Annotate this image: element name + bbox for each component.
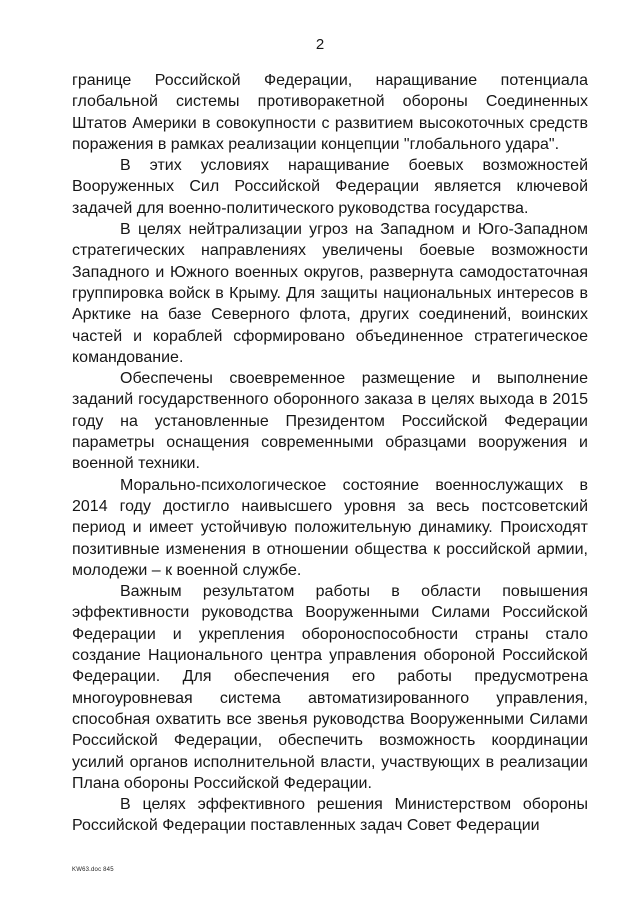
- paragraph: В этих условиях наращивание боевых возможностей Вооруженных Сил Российской Федерации является ключевой задачей для военно-политического руководства государства.: [72, 157, 588, 217]
- paragraph: В целях нейтрализации угроз на Западном и Юго-Западном стратегических направлениях увеличены боевые возможности Западного и Южного военных округов, развернута самодостаточная группировка войск в Крыму. Для защиты национальных интересов в Арктике на базе Северного флота, других соединений, воинских частей и кораблей сформировано объединенное стратегическое командование.: [72, 221, 588, 366]
- document-body: [72, 70, 588, 837]
- page-number: 2: [315, 36, 325, 53]
- paragraph-continues: В целях эффективного решения Министерством обороны Российской Федерации поставленных задач Совет Федерации: [72, 796, 588, 835]
- paragraph-continuation: границе Российской Федерации, наращивание потенциала глобальной системы противоракетной обороны Соединенных Штатов Америки в совокупности с развитием высокоточных средств поражения в рамках реализации концепции "глобального удара".: [72, 72, 588, 153]
- paragraph: Обеспечены своевременное размещение и выполнение заданий государственного оборонного заказа в целях выхода в 2015 году на установленные Президентом Российской Федерации параметры оснащения современными образцами вооружения и военной техники.: [72, 370, 588, 473]
- paragraph: Морально-психологическое состояние военнослужащих в 2014 году достигло наивысшего уровня за весь постсоветский период и имеет устойчивую положительную динамику. Происходят позитивные изменения в отношении общества к российской армии, молодежи – к военной службе.: [72, 476, 588, 579]
- file-reference-code: KW63.doc 845: [72, 867, 114, 873]
- paragraph: Важным результатом работы в области повышения эффективности руководства Вооруженными Силами Российской Федерации и укрепления обороноспособности страны стало создание Национального центра управления обороной Российской Федерации. Для обеспечения его работы предусмотрена многоуровневая система автоматизированного управления, способная охватить все звенья руководства Вооруженными Силами Российской Федерации, обеспечить возможность координации усилий органов исполнительной власти, участвующих в реализации Плана обороны Российской Федерации.: [72, 583, 588, 792]
